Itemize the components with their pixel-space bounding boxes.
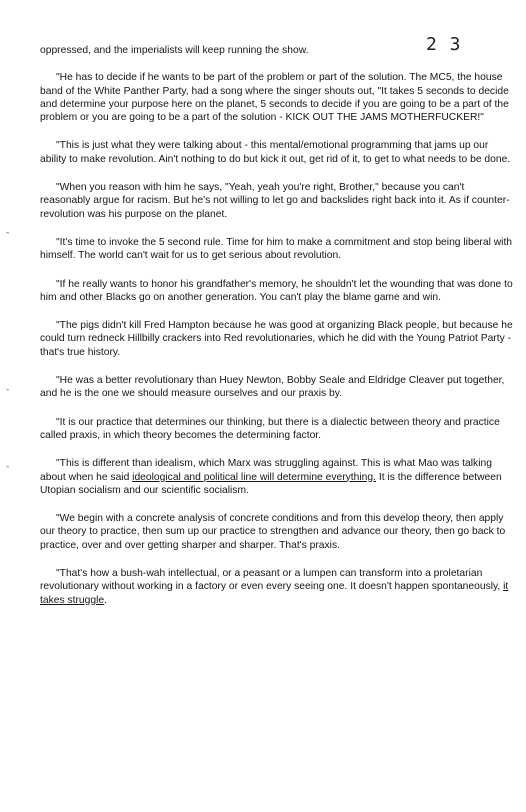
margin-mark: - [6, 228, 10, 238]
paragraph-text: "If he really wants to honor his grandfather's memory, he shouldn't let the wounding that was done to him and other Blacks go on another generation. You can't play the blame game and win. [40, 278, 513, 303]
paragraph [40, 278, 514, 305]
paragraph-text: "The pigs didn't kill Fred Hampton because he was good at organizing Black people, but because he could turn redneck Hillbilly crackers into Red revolutionaries, which he did with the Young Patriot Party - that's true history. [40, 320, 513, 358]
paragraph [40, 416, 514, 443]
paragraph-text: "It is our practice that determines our thinking, but there is a dialectic between theory and practice called praxis, in which theory becomes the determining factor. [40, 416, 500, 441]
paragraph-text: oppressed, and the imperialists will keep running the show. [40, 45, 309, 56]
paragraph-text: "We begin with a concrete analysis of concrete conditions and from this develop theory, then apply our theory to practice, then sum up our practice to strengthen and advance our theory, then go back to practice, over and over getting sharper and sharper. That's praxis. [40, 513, 506, 551]
paragraph-text: "He has to decide if he wants to be part of the problem or part of the solution. The MC5, the house band of the White Panther Party, had a song where the singer shouts out, "It takes 5 seconds to decide and determine your purpose here on the planet, 5 seconds to decide if you are going to be a part of the problem or you are going to be a part of the solution - KICK OUT THE JAMS MOTHERFUCKER!" [40, 72, 509, 124]
paragraph-text: . [104, 594, 107, 606]
paragraph-text: It is the difference between Utopian socialism and our scientific socialism. [40, 471, 502, 496]
underlined-text: ideological and political line will determine everything. [132, 471, 376, 483]
body-text [40, 44, 514, 622]
paragraph-text: "He was a better revolutionary than Huey Newton, Bobby Seale and Eldridge Cleaver put together, and he is the one we should measure ourselves and our praxis by. [40, 375, 505, 400]
paragraph [40, 139, 514, 166]
paragraph [40, 44, 514, 57]
paragraph [40, 236, 514, 263]
paragraph [40, 71, 514, 124]
paragraph-text: "When you reason with him he says, "Yeah, yeah you're right, Brother," because you can't reasonably argue for racism. But he's not willing to let go and backslides right back into it. As if counter-revolution was his purpose on the planet. [40, 182, 510, 220]
margin-mark: - [6, 385, 10, 395]
paragraph-text: "It's time to invoke the 5 second rule. Time for him to make a commitment and stop being liberal with himself. The world can't wait for us to get serious about revolution. [40, 236, 513, 262]
page-number: 2 3 [426, 34, 462, 55]
paragraph [40, 512, 514, 552]
paragraph [40, 319, 514, 359]
paragraph [40, 457, 514, 497]
underlined-text: it takes struggle [40, 581, 509, 606]
paragraph [40, 181, 514, 221]
paragraph [40, 567, 514, 607]
paragraph-text: "This is just what they were talking about - this mental/emotional programming that jams up our ability to make revolution. Ain't nothing to do but kick it out, get rid of it, to get to what needs to be done. [40, 140, 511, 165]
paragraph-text: "That's how a bush-wah intellectual, or a peasant or a lumpen can transform into a proletarian revolutionary without working in a factory or even every seeing one. It doesn't happen spontaneously, [40, 568, 504, 593]
paragraph-text: "This is different than idealism, which Marx was struggling against. This is what Mao was talking about when he said [40, 458, 492, 483]
paragraph [40, 374, 514, 401]
margin-mark: - [6, 462, 10, 472]
